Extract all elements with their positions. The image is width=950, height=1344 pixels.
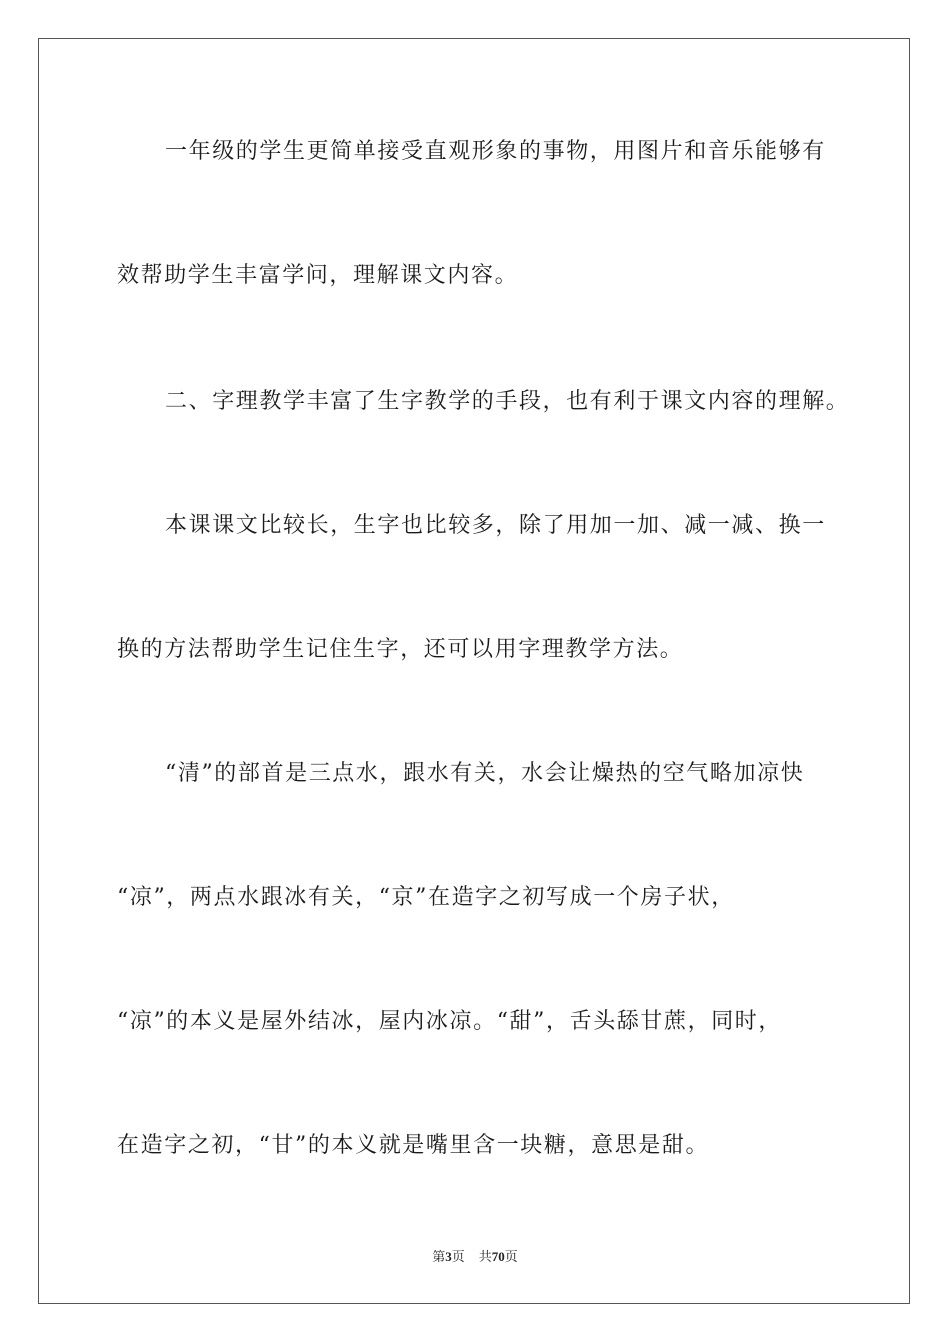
paragraph-1-line-1: 一年级的学生更简单接受直观形象的事物，用图片和音乐能够有 [165,139,826,164]
paragraph-1-line-2: 效帮助学生丰富学问，理解课文内容。 [117,263,519,288]
paragraph-4-line-4: 在造字之初，“甘”的本义就是嘴里含一块糖，意思是甜。 [117,1133,710,1158]
total-prefix: 共 [478,1250,492,1265]
page-number: 3 [445,1249,452,1264]
paragraph-3-line-2: 换的方法帮助学生记住生字，还可以用字理教学方法。 [117,637,684,662]
page-suffix: 页 [451,1250,465,1265]
total-suffix: 页 [504,1250,518,1265]
paragraph-4-line-3: “凉”的本义是屋外结冰，屋内冰凉。“甜”，舌头舔甘蔗，同时， [117,1009,782,1034]
paragraph-4-line-1: “清”的部首是三点水，跟水有关，水会让燥热的空气略加凉快 [165,761,805,786]
total-pages: 70 [491,1249,505,1264]
page-prefix: 第 [432,1250,446,1265]
page-footer [0,1246,950,1265]
paragraph-3-line-1: 本课课文比较长，生字也比较多，除了用加一加、减一减、换一 [165,513,826,538]
paragraph-4-line-2: “凉”，两点水跟冰有关，“京”在造字之初写成一个房子状， [117,885,735,910]
page-frame [38,38,910,1304]
paragraph-2-line-1: 二、字理教学丰富了生字教学的手段，也有利于课文内容的理解。 [165,389,850,414]
